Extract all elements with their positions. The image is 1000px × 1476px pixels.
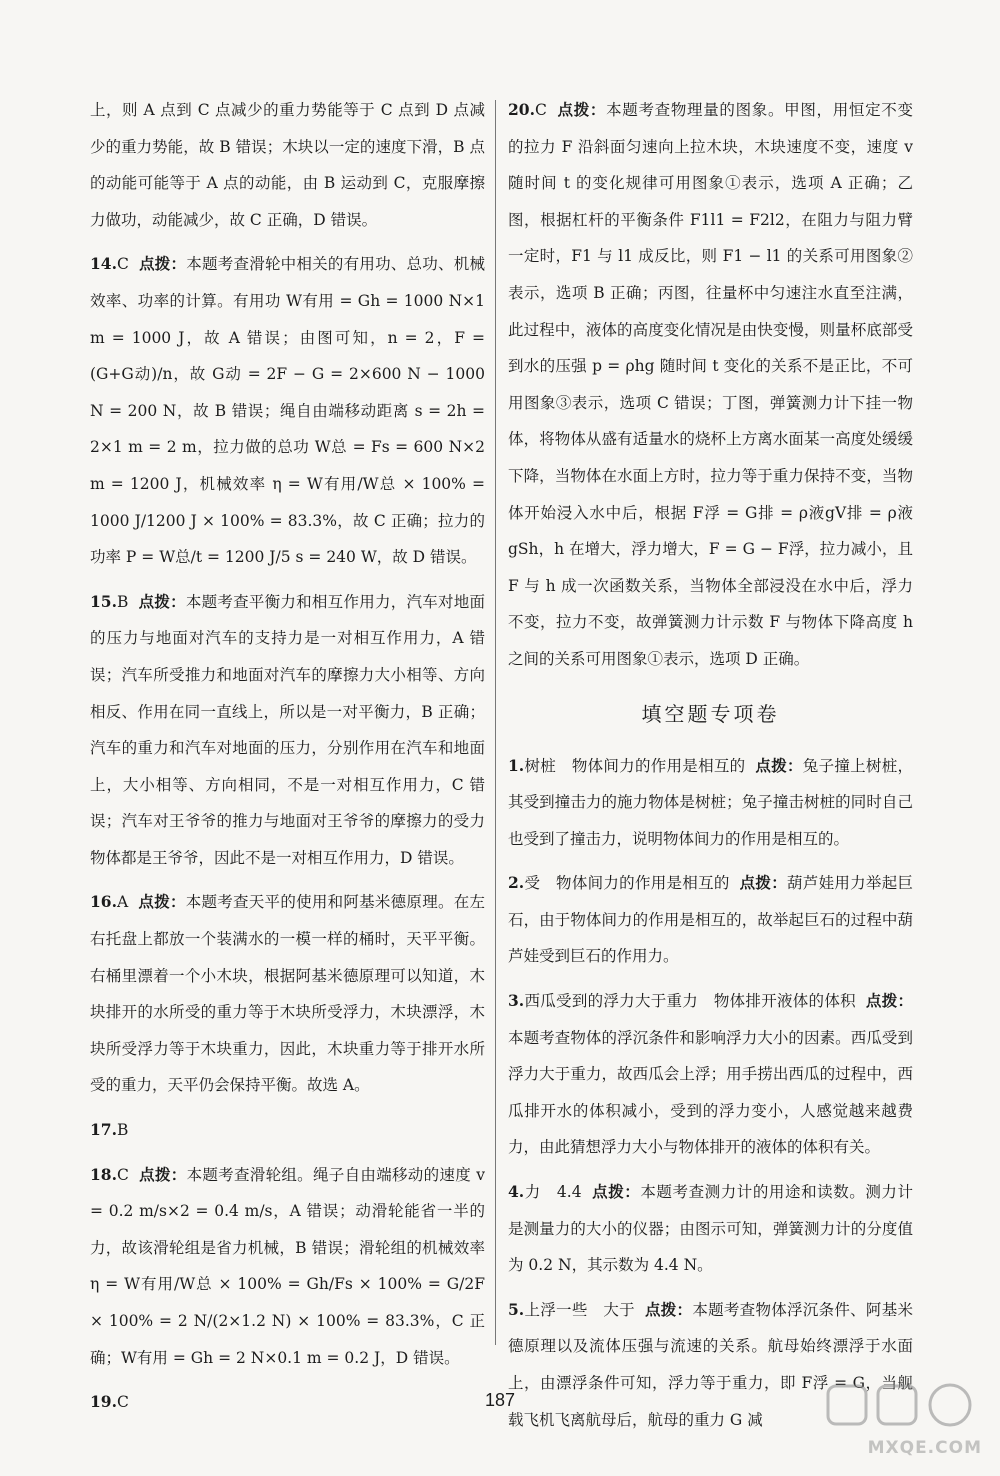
- section-title: 填空题专项卷: [641, 701, 780, 726]
- explanation-text: 上，则 A 点到 C 点减少的重力势能等于 C 点到 D 点减少的重力势能，故 B 错误；木块以一定的速度下滑，B 点的动能可能等于 A 点的动能，由 B 运动到 C，克服摩擦力做功，动能减少，故 C 正确，D 错误。: [90, 101, 485, 229]
- question-number: 5.: [508, 1299, 525, 1319]
- question-number: 2.: [508, 873, 525, 893]
- explanation-text: 本题考查测力计的用途和读数。测力计是测量力的大小的仪器；由图示可知，弹簧测力计的分度值为 0.2 N，其示数为 4.4 N。: [508, 1183, 913, 1275]
- answer-choice: B: [116, 592, 129, 611]
- hint-label: 点拨：: [138, 591, 186, 611]
- answer-item: [90, 92, 485, 238]
- answer-item: [508, 1174, 913, 1284]
- question-number: 14.: [90, 254, 117, 274]
- page-number: 187: [484, 1390, 516, 1410]
- explanation-text: 本题考查天平的使用和阿基米德原理。在左右托盘上都放一个装满水的一模一样的桶时，天平平衡。右桶里漂着一个小木块，根据阿基米德原理可以知道，木块排开的水所受的重力等于木块所受浮力，木块漂浮，木块所受浮力等于木块重力，因此，木块重力等于排开水所受的重力，天平仍会保持平衡。故选 A。: [90, 893, 485, 1095]
- column-divider: [495, 100, 496, 1345]
- question-number: 18.: [90, 1164, 117, 1184]
- answer-choice: 上浮一些 大于: [524, 1300, 635, 1319]
- explanation-text: 葫芦娃用力举起巨石，由于物体间力的作用是相互的，故举起巨石的过程中葫芦娃受到巨石的作用力。: [508, 874, 913, 966]
- answer-item: [508, 92, 913, 678]
- question-number: 4.: [508, 1182, 525, 1202]
- question-number: 17.: [90, 1120, 117, 1140]
- answer-choice: C: [116, 255, 129, 274]
- question-number: 15.: [90, 591, 117, 611]
- watermark-icon: [822, 1380, 982, 1440]
- hint-label: 点拨：: [591, 1182, 641, 1202]
- answer-item: [508, 983, 913, 1166]
- right-answers-top: [508, 92, 913, 678]
- question-number: 3.: [508, 991, 525, 1011]
- right-column: [508, 92, 913, 1446]
- answer-item: [90, 584, 485, 877]
- hint-label: 点拨：: [739, 873, 787, 893]
- answer-choice: 力 4.4: [524, 1183, 582, 1202]
- hint-label: 点拨：: [138, 892, 186, 912]
- question-number: 19.: [90, 1392, 117, 1412]
- explanation-text: 本题考查物体浮沉条件、阿基米德原理以及流体压强与流速的关系。航母始终漂浮于水面上，由漂浮条件可知，浮力等于重力，即 F浮 = G，当舰载飞机飞离航母后，航母的重力 G 减: [508, 1300, 913, 1429]
- answer-choice: 西瓜受到的浮力大于重力 物体排开液体的体积: [524, 992, 856, 1011]
- explanation-text: 本题考查滑轮组。绳子自由端移动的速度 v = 0.2 m/s×2 = 0.4 m/s，A 错误；动滑轮能省一半的力，故该滑轮组是省力机械，B 错误；滑轮组的机械效率 η = W有用/W总 × 100% = Gh/Fs × 100% = G/2F × 100% = 2 N/(2×1.2 N) × 100% = 83.3%，C 正确；W有用 = Gh = 2 N×0.1 m = 0.2 J，D 错误。: [90, 1165, 485, 1367]
- question-number: 1.: [508, 755, 525, 775]
- left-column: [90, 92, 485, 1429]
- hint-label: 点拨：: [755, 755, 803, 775]
- hint-label: 点拨：: [865, 991, 913, 1011]
- explanation-text: 本题考查物体的浮沉条件和影响浮力大小的因素。西瓜受到浮力大于重力，故西瓜会上浮；用手捞出西瓜的过程中，西瓜排开水的体积减小，受到的浮力变小，人感觉越来越费力，由此猜想浮力大小与物体排开的液体的体积有关。: [508, 1028, 913, 1157]
- right-answers-bottom: [508, 748, 913, 1439]
- question-number: 16.: [90, 892, 117, 912]
- hint-label: 点拨：: [138, 1164, 187, 1184]
- answer-choice: B: [116, 1121, 129, 1140]
- watermark-logo: [822, 1380, 982, 1458]
- answer-choice: A: [116, 893, 129, 912]
- hint-label: 点拨：: [138, 254, 187, 274]
- answer-item: [508, 748, 913, 858]
- explanation-text: 本题考查平衡力和相互作用力，汽车对地面的压力与地面对汽车的支持力是一对相互作用力，A 错误；汽车所受推力和地面对汽车的摩擦力大小相等、方向相反、作用在同一直线上，所以是一对平衡力，B 正确；汽车的重力和汽车对地面的压力，分别作用在汽车和地面上，大小相等、方向相同，不是一对相互作用力，C 错误；汽车对王爷爷的推力与地面对王爷爷的摩擦力的受力物体都是王爷爷，因此不是一对相互作用力，D 错误。: [90, 592, 485, 867]
- answer-choice: 受 物体间力的作用是相互的: [524, 874, 730, 893]
- question-number: 20.: [508, 100, 535, 119]
- answer-item: [508, 865, 913, 975]
- answer-item: [90, 1112, 485, 1149]
- hint-label: 点拨：: [556, 100, 607, 119]
- answer-choice: C: [534, 101, 547, 119]
- answer-item: [90, 1157, 485, 1377]
- answer-choice: C: [116, 1165, 129, 1184]
- hint-label: 点拨：: [644, 1299, 693, 1319]
- explanation-text: 本题考查物理量的图象。甲图，用恒定不变的拉力 F 沿斜面匀速向上拉木块，木块速度不变，速度 v 随时间 t 的变化规律可用图象①表示，选项 A 正确；乙图，根据杠杆的平衡条件 F1l1 = F2l2，在阻力与阻力臂一定时，F1 与 l1 成反比，则 F1 − l1 的关系可用图象②表示，选项 B 正确；丙图，往量杯中匀速注水直至注满，此过程中，液体的高度变化情况是由快变慢，则量杯底部受到水的压强 p = ρhg 随时间 t 变化的关系不是正比，不可用图象③表示，选项 C 错误；丁图，弹簧测力计下挂一物体，将物体从盛有适量水的烧杯上方离水面某一高度处缓缓下降，当物体在水面上方时，拉力等于重力保持不变，当物体开始浸入水中后，根据 F浮 = G排 = ρ液gV排 = ρ液gSh，h 在增大，浮力增大，F = G − F浮，拉力减小，且 F 与 h 成一次函数关系，当物体全部浸没在水中后，浮力不变，拉力不变，故弹簧测力计示数 F 与物体下降高度 h 之间的关系可用图象①表示，选项 D 正确。: [508, 101, 913, 668]
- explanation-text: 本题考查滑轮中相关的有用功、总功、机械效率、功率的计算。有用功 W有用 = Gh = 1000 N×1 m = 1000 J，故 A 错误；由图可知，n = 2，F = (G+G动)/n，故 G动 = 2F − G = 2×600 N − 1000 N = 200 N，故 B 错误；绳自由端移动距离 s = 2h = 2×1 m = 2 m，拉力做的总功 W总 = Fs = 600 N×2 m = 1200 J，机械效率 η = W有用/W总 × 100% = 1000 J/1200 J × 100% = 83.3%，故 C 正确；拉力的功率 P = W总/t = 1200 J/5 s = 240 W，故 D 错误。: [90, 255, 485, 567]
- answer-choice: 树桩 物体间力的作用是相互的: [524, 756, 746, 775]
- explanation-text: 兔子撞上树桩，其受到撞击力的施力物体是树桩；兔子撞击树桩的同时自己也受到了撞击力，说明物体间力的作用是相互的。: [508, 756, 913, 848]
- answer-item: [90, 884, 485, 1104]
- answer-choice: C: [116, 1393, 129, 1412]
- watermark-text: MXQE.COM: [867, 1438, 982, 1458]
- answer-item: [90, 246, 485, 575]
